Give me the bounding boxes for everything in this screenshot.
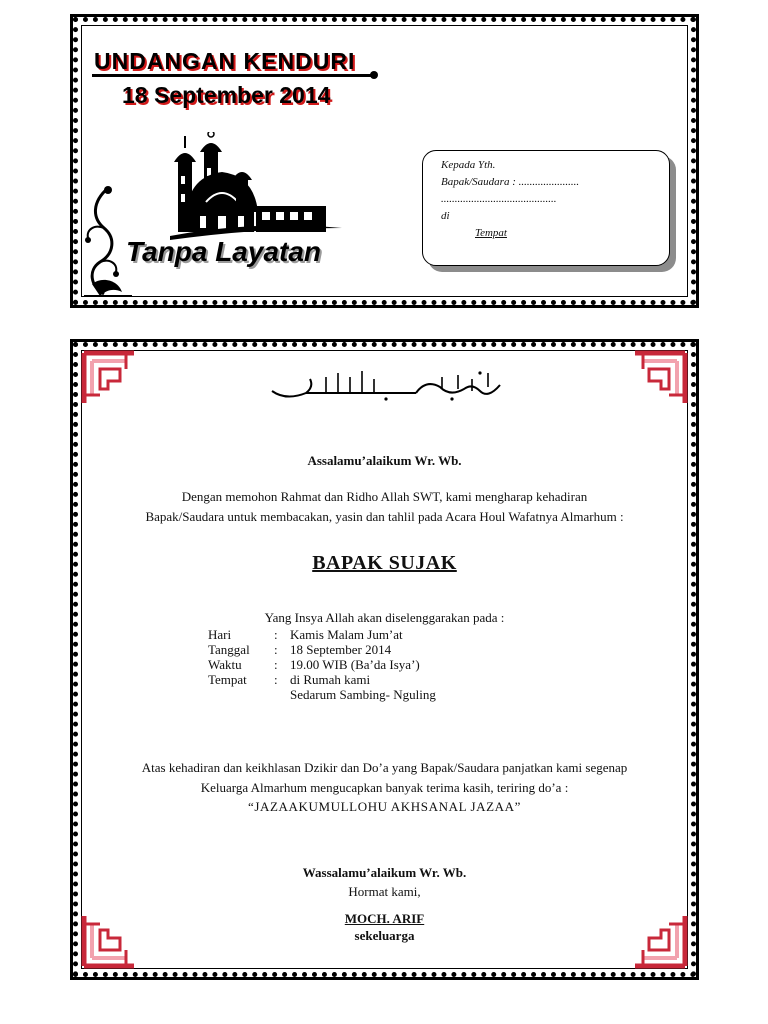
detail-separator: :: [274, 657, 278, 672]
intro-line: Bapak/Saudara untuk membacakan, yasin dan tahlil pada Acara Houl Wafatnya Almarhum :: [145, 509, 624, 524]
detail-value: di Rumah kami: [290, 672, 371, 687]
title-underline-dot: [370, 71, 378, 79]
detail-row: [208, 687, 436, 702]
greeting-text: Assalamu’alaikum Wr. Wb.: [307, 453, 462, 468]
detail-value: Kamis Malam Jum’at: [290, 627, 403, 642]
detail-separator: :: [274, 642, 278, 657]
invitation-date: 18 September 2014: [122, 82, 331, 108]
detail-label: Hari: [208, 627, 232, 642]
deceased-name: BAPAK SUJAK: [312, 552, 457, 574]
family-text: sekeluarga: [354, 928, 415, 943]
basmalah-calligraphy-icon: [266, 367, 506, 403]
regards-text: Hormat kami,: [348, 884, 421, 899]
corner-ornament-icon: [631, 349, 689, 407]
envelope-card: [70, 14, 699, 308]
event-details: [208, 627, 436, 702]
detail-row: [208, 657, 436, 672]
title-underline: [92, 74, 374, 77]
corner-ornament-icon: [80, 349, 138, 407]
detail-value: Sedarum Sambing- Nguling: [290, 687, 436, 702]
schedule-intro: Yang Insya Allah akan diselenggarakan pada :: [264, 610, 505, 625]
detail-label: Tempat: [208, 672, 247, 687]
detail-separator: :: [274, 672, 278, 687]
detail-label: Tanggal: [208, 642, 250, 657]
address-line: di: [441, 210, 450, 222]
closing-line: Atas kehadiran dan keikhlasan Dzikir dan Do’a yang Bapak/Saudara panjatkan kami segenap: [141, 760, 628, 775]
detail-label: Waktu: [208, 657, 242, 672]
letter-card: [70, 339, 699, 980]
address-place: Tempat: [475, 227, 507, 239]
tagline-text: Tanpa Layatan: [126, 236, 322, 267]
closing-line: Keluarga Almarhum mengucapkan banyak terima kasih, teriring do’a :: [200, 780, 569, 795]
mosque-icon: [166, 132, 346, 242]
detail-separator: [274, 687, 290, 702]
detail-value: 19.00 WIB (Ba’da Isya’): [290, 657, 420, 672]
prayer-text: “JAZAAKUMULLOHU AKHSANAL JAZAA”: [247, 799, 522, 814]
farewell-text: Wassalamu’alaikum Wr. Wb.: [302, 865, 467, 880]
address-line: Kepada Yth.: [441, 159, 496, 171]
address-line: ..........................................: [441, 193, 557, 205]
detail-row: [208, 642, 436, 657]
detail-label: [208, 687, 274, 702]
detail-row: [208, 627, 436, 642]
detail-row: [208, 672, 436, 687]
address-line: Bapak/Saudara : ......................: [441, 176, 580, 188]
address-box: [422, 150, 670, 266]
invitation-title: UNDANGAN KENDURI: [94, 48, 356, 74]
detail-separator: :: [274, 627, 278, 642]
detail-value: 18 September 2014: [290, 642, 392, 657]
intro-line: Dengan memohon Rahmat dan Ridho Allah SWT, kami mengharap kehadiran: [181, 489, 588, 504]
sender-name: MOCH. ARIF: [344, 911, 425, 926]
